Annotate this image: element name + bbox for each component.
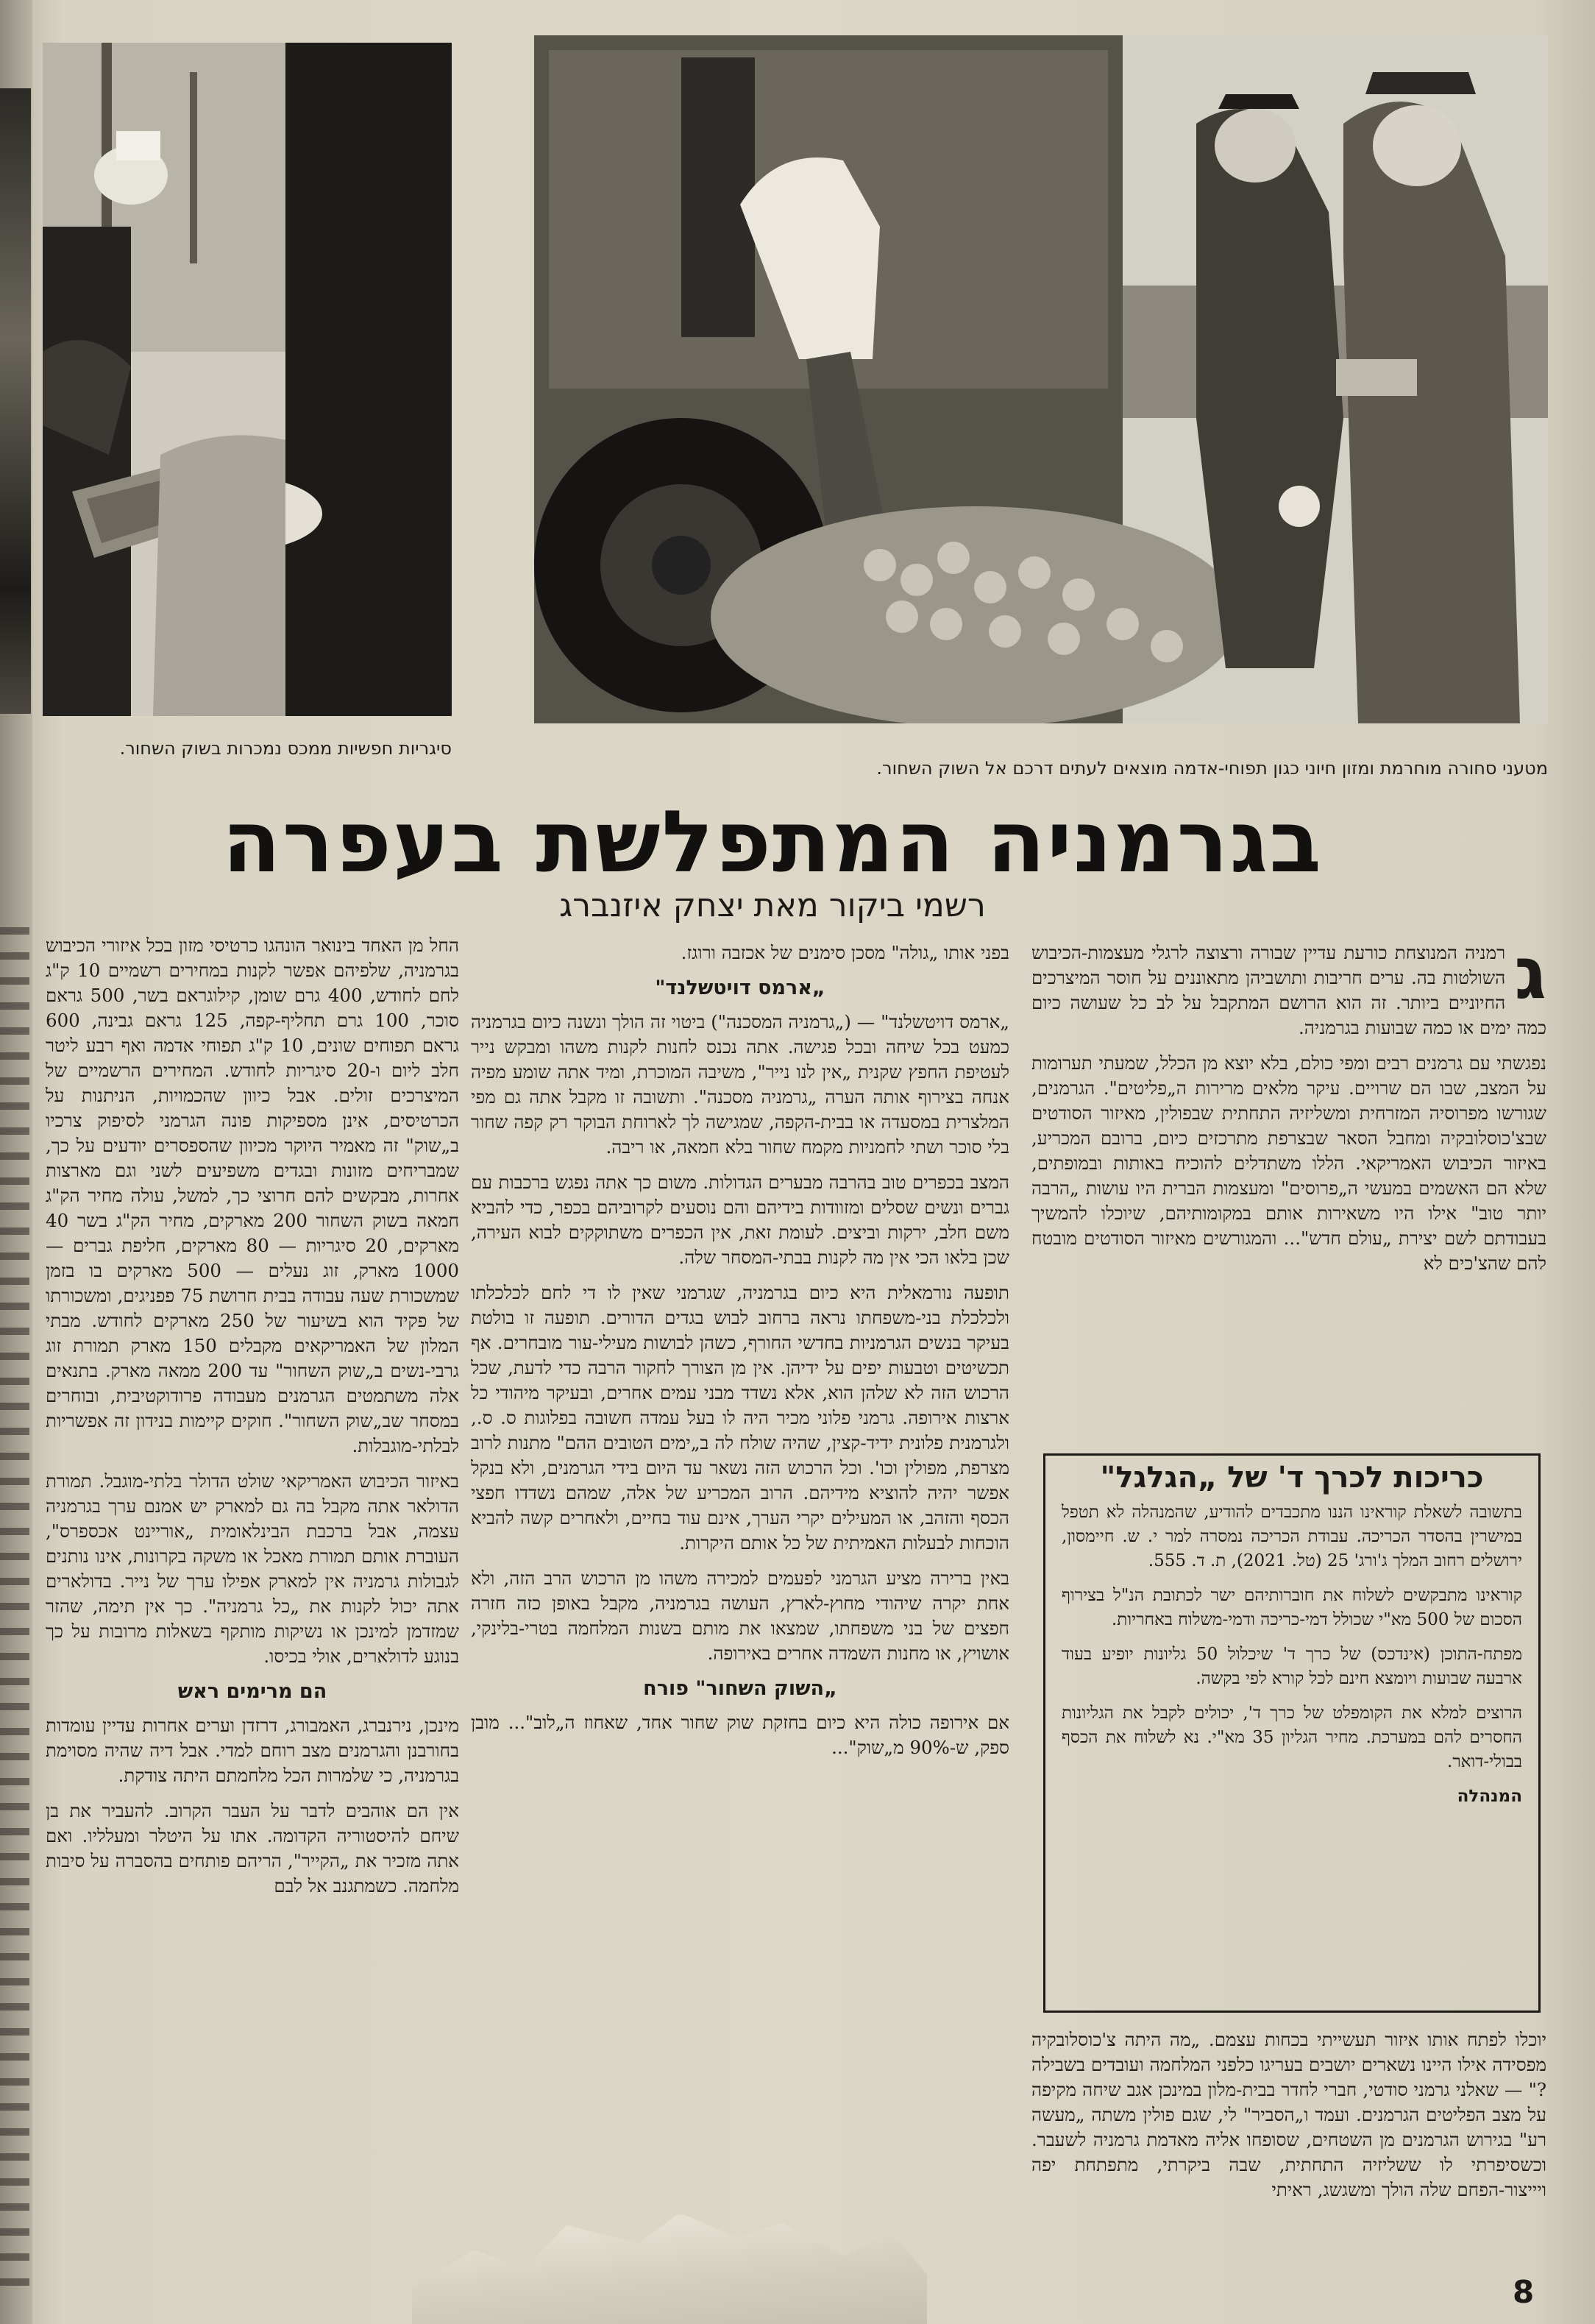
article-column-right-continued xyxy=(1031,2027,1546,2213)
paragraph: המצב בכפרים טוב בהרבה מבערים הגדולות. משום כך אתה נפגש ברכבות עם גברים ונשים שסלים ומזוודות בידיהם והם נוסעים לקרוביהם בכפר, כדי להביא משם חלב, ירקות וביצים. לעומת זאת, אין הכפרים משתוקקים לבוא העירה, שכן בלאו הכי אין מה לקנות בבתי-המסחר שלה. xyxy=(471,1172,1009,1268)
paragraph: אם אירופה כולה היא כיום בחזקת שוק שחור אחד, שאחוז ה„לוב"... מובן ספק, ש-90% מ„שוק"... xyxy=(471,1712,1009,1758)
article-column-right xyxy=(1031,932,1546,1286)
page-number: 8 xyxy=(1513,2274,1535,2310)
paragraph: „ארמס דויטשלנד" — („גרמניה המסכנה") ביטוי זה הולך ונשנה כיום בגרמניה כמעט בכל שיחה ובכל פגישה. אתה נכנס לחנות לקנות משהו ומבקש נייר לעטיפת החפץ שקנית „אין לנו נייר", משיבה המוכרת, ומיד אתה שומע מפיה אנחה בצירוף אותה הערה „גרמניה מסכנה". ותשובה זו מקבל אתה גם מפי המלצרית במסעדה או בבית-הקפה, שמגישה לך לארוחת הבוקר רק קפה שחור בלי סוכר ושתי לחמניות מקמח שחור בלא חמאה, או ריבה. xyxy=(471,1011,1009,1158)
torn-paper-damage xyxy=(412,2200,927,2324)
paragraph: יוכלו לפתח אותו איזור תעשייתי בכחות עצמם. „מה היתה צ'כוסלובקיה מפסידה אילו היינו נשארים יושבים בעריגו כלפני המלחמה ועובדים בשבילה ?" — שאלני גרמני סודטי, חברי לחדר בבית-מלון במינכן אגב שיחה מקיפה על מצב הפליטים הגרמנים. ועמד ו„הסביר" לי, שגם פולין משתה „מעשה רע" בגירוש הגרמנים מן השטחים, שסופחו אליה מאדמת גרמניה לשעבר. וכשסיפרתי לו ששליזיה התחתית, שבה ביקרתי, מתפתחת יפה ויייצור-הפחם שלה הולך ומשגשג, ראיתי xyxy=(1031,2029,1546,2200)
photo-confiscated-goods-truck xyxy=(534,35,1548,723)
paragraph: באין ברירה מציע הגרמני לפעמים למכירה משהו מן הרכוש הרב הזה, ולא אחת יקרה שיהודי מחוץ-לארץ, העושה בגרמניה, מקבל באופן כזה חזרה חפצים של בני משפחתו, שמצאו את מותם בשנות המלחמה בטרי-בלינקי, אושויץ, או מחנות השמדה אחרים באירופה. xyxy=(471,1567,1009,1664)
section-subhead: „השוק השחור" פורח xyxy=(643,1677,837,1700)
notice-paragraph: בתשובה לשאלת קוראינו הננו מתכבדים להודיע, שהמנהלה לא תטפל במישרין בהסדר הכריכה. עבודת הכריכה נמסרה למר י. ש. חיימסון, ירושלים רחוב המלך ג'ורג' 25 (טל. 2021), ת. ד. 555. xyxy=(1062,1503,1522,1570)
paragraph: רמניה המנוצחת כורעת עדיין שבורה ורצוצה לרגלי מעצמות-הכיבוש השולטות בה. ערים חריבות ותושביהן מתאוננים על חוסר המיצרכים החיוניים ביותר. זה הוא הרושם המתקבל על לב כל שעושה כיום כמה ימים או כמה שבועות בגרמניה. xyxy=(1031,942,1546,1038)
photo-caption-cigarettes: סיגריות חפשיות ממכס נמכרות בשוק השחור. xyxy=(119,738,452,759)
paragraph: אין הם אוהבים לדבר על העבר הקרוב. להעביר את בן שיחם להיסטוריה הקדומה. אתו על היטלר ומעלליו. ואם אתה מזכיר את „הקייר", הריהם פותחים בהסברה על סיבות מלחמה. כשמתגנב אל לבם xyxy=(46,1800,459,1896)
notice-paragraph: מפתח-התוכן (אינדכס) של כרך ד' שיכלול 50 גליונות יופיע בעוד ארבעה שבועות ויומצא חינם לכל קורא לפי בקשה. xyxy=(1062,1645,1522,1688)
notice-paragraph: הרוצים למלא את הקומפלט של כרך ד', יכולים לקבל את הגליונות החסרים להם במערכת. מחיר הגליון 35 מא"י. נא לשלוח את הכסף בבולי-דואר. xyxy=(1062,1704,1522,1771)
photo-cigarettes-black-market xyxy=(43,43,452,716)
article-column-left xyxy=(46,933,459,1909)
previous-page-edge xyxy=(0,0,32,2324)
article-column-middle xyxy=(471,940,1009,1771)
photo-caption-truck: מטעני סחורה מוחרמת ומזון חיוני כגון תפוחי-אדמה מוצאים לעתים דרכם אל השוק השחור. xyxy=(876,758,1548,779)
section-subhead: „ארמס דויטשלנד" xyxy=(655,977,825,999)
notice-paragraph: קוראינו מתבקשים לשלוח את חוברותיהם ישר לכתובת הנ"ל בצירוף הסכום של 500 מא"י שכולל דמי-כריכה ודמי-משלוח באחריות. xyxy=(1062,1586,1522,1629)
section-subhead: הם מרימים ראש xyxy=(177,1680,327,1703)
article-byline: רשמי ביקור מאת יצחק איזנברג xyxy=(559,887,986,924)
previous-page-photo-fragment xyxy=(0,88,31,714)
paragraph: תופעה נורמאלית היא כיום בגרמניה, שגרמני שאין לו די לחם לכלכלתו ולכלכלת בני-משפחתו נראה ברחוב לבוש בגדים הדורים. תופעה זו בולטת בעיקר בנשים הגרמניות בחדשי החורף, כשהן לבושות מעילי-עור מובחרים. אף תכשיטים וטבעות יפים על ידיהן. אין מן הצורך לחקור הרבה כדי לדעת, שכל הרכוש הזה לא שלהן הוא, אלא נשדד מבני עמים אחרים, ובעיקר מיהודי כל ארצות אירופה. גרמני פלוני מכיר היה לו בעל עמדה חשובה בפלוגות ס. ס., ולגרמנית פלונית ידיד-קצין, שהיה שולח לה ב„ימים הטובים ההם" מתנות לרוב מצרפת, מפולין וכו'. וכל הרכוש הזה נשאר עד היום בידי הגרמנים, ולא בנקל אפשר יהיה להוציא מידיהם. הרוב המכריע של אלה, שמהם נשדדו חפצי הכסף והזהב, או המעילים יקרי הערך, אינם עוד בחיים, ולאחרים קשה להביא הוכחות לבעלות האמיתית של כל אותם היקרות. xyxy=(471,1282,1009,1554)
paragraph: באיזור הכיבוש האמריקאי שולט הדולר בלתי-מוגבל. תמורת הדולאר אתה מקבל בה גם למארק יש אמנם ערך בגרמניה עצמה, אבל ברכבת הבינלאומית „אוריינט אכספרס", העוברת אותם תמורת מאכל או משקה בקרונות, אינו נותנים לגבולות גרמניה אין למארק אפילו ערך של נייר. בדולארים אתה יכול לקנות את „כל גרמניה". כך אין תימה, שהזר שמזדמן למינכן או נשיקות מותקף בשאלות מרובות על כך בנוגע לדולארים, אולי בכיסו. xyxy=(46,1470,459,1667)
drop-cap: ג xyxy=(1514,932,1546,1016)
notice-signature: המנהלה xyxy=(1457,1787,1522,1806)
article-headline: בגרמניה המתפלשת בעפרה xyxy=(222,793,1323,892)
paragraph: בפני אותו „גולה" מסכן סימנים של אכזבה ורוגז. xyxy=(681,942,1009,963)
previous-page-text-fragment xyxy=(0,927,29,2296)
paragraph: החל מן האחד בינואר הונהגו כרטיסי מזון בכל איזורי הכיבוש בגרמניה, שלפיהם אפשר לקנות במחירים רשמיים 10 ק"ג לחם לחודש, 400 גרם שומן, קילוגראם בשר, 500 גראם סוכר, 100 גרם תחליף-קפה, 125 גראם גבינה, 600 גראם תפוחים שונים, 10 ק"ג תפוחי אדמה ואף רבע ליטר חלב ליום ו-20 סיגריות לחודש. המחירים הרשמיים של המיצרכים זולים. אבל כיוון שהכמויות, הניתנות על הכרטיסים, אינן מספיקות פונה הגרמני לסיפוק צרכיו ב„שוק" זה מאמיר היוקר מכיוון שהספסרים יודעים על כך, שמבריחים מזונות ובגדים משפיעים לשני וגם מארצות אחרות, מבקשים להם חרוצי כך, למשל, עולה מחיר הק"ג חמאה בשוק השחור 200 מארקים, מחיר הק"ג בשר 40 מארקים, 20 סיגריות — 80 מארקים, חליפת גברים — 1000 מארק, זוג נעלים — 500 מארקים בו בזמן שמשכורת שעה עבודה בבית חרושת 75 פפניגים, ומשכורתו של פקיד הוא בשיעור של 250 מארקים לחודש. מבתי המלון של האמריקאים מקבלים 150 מארק תמורת זוג גרבי-נשים ב„שוק השחור" עד 200 ממאה מארק. בתנאים אלה משתמטים הגרמנים מעבודה פרודוקטיבית, ובוחרים במסחר שב„שוק השחור". חוקים קיימות בנידון זה אפשריות לבלתי-מוגבלות. xyxy=(46,935,460,1456)
notice-title: כריכות לכרך ד' של „הגלגל" xyxy=(1100,1461,1484,1495)
paragraph: נפגשתי עם גרמנים רבים ומפי כולם, בלא יוצא מן הכלל, שמעתי תערומות על המצב, שבו הם שרויים. עיקר מלאים מרירות ה„פליטים". הגרמנים, שגורשו מפרוסיה המזרחית ומשליזיה התחתית שבפולין, מאיזור הסודטים שבצ'כוסלובקיה ומחבל הסאר שבצרפת מתרכזים כיום, ברובם המכריע, באיזור הכיבוש האמריקאי. הללו משתדלים להוכיח באותות ובמופתים, שלא הם האשמים במעשי ה„פרוסים" ומעצמות הברית היו עושות „הרבה יותר טוב" אילו היו משאירות אותם במקומותיהם, שיוכלו להמשיך בעבודתם לשם יצירת „עולם חדש"... והמגורשים מאיזור הסודטים מובטח להם שהצ'כים לא xyxy=(1031,1052,1546,1274)
paragraph: מינכן, נירנברג, האמבורג, דרזדן וערים אחרות עדיין עומדות בחורבנן והגרמנים מצב רוחם למדי. אבל דיה שהיה מסוימת בגרמניה, כי שלמרות הכל מלחמתם היתה צודקת. xyxy=(46,1715,459,1786)
notice-box-bindings xyxy=(1043,1453,1541,2013)
